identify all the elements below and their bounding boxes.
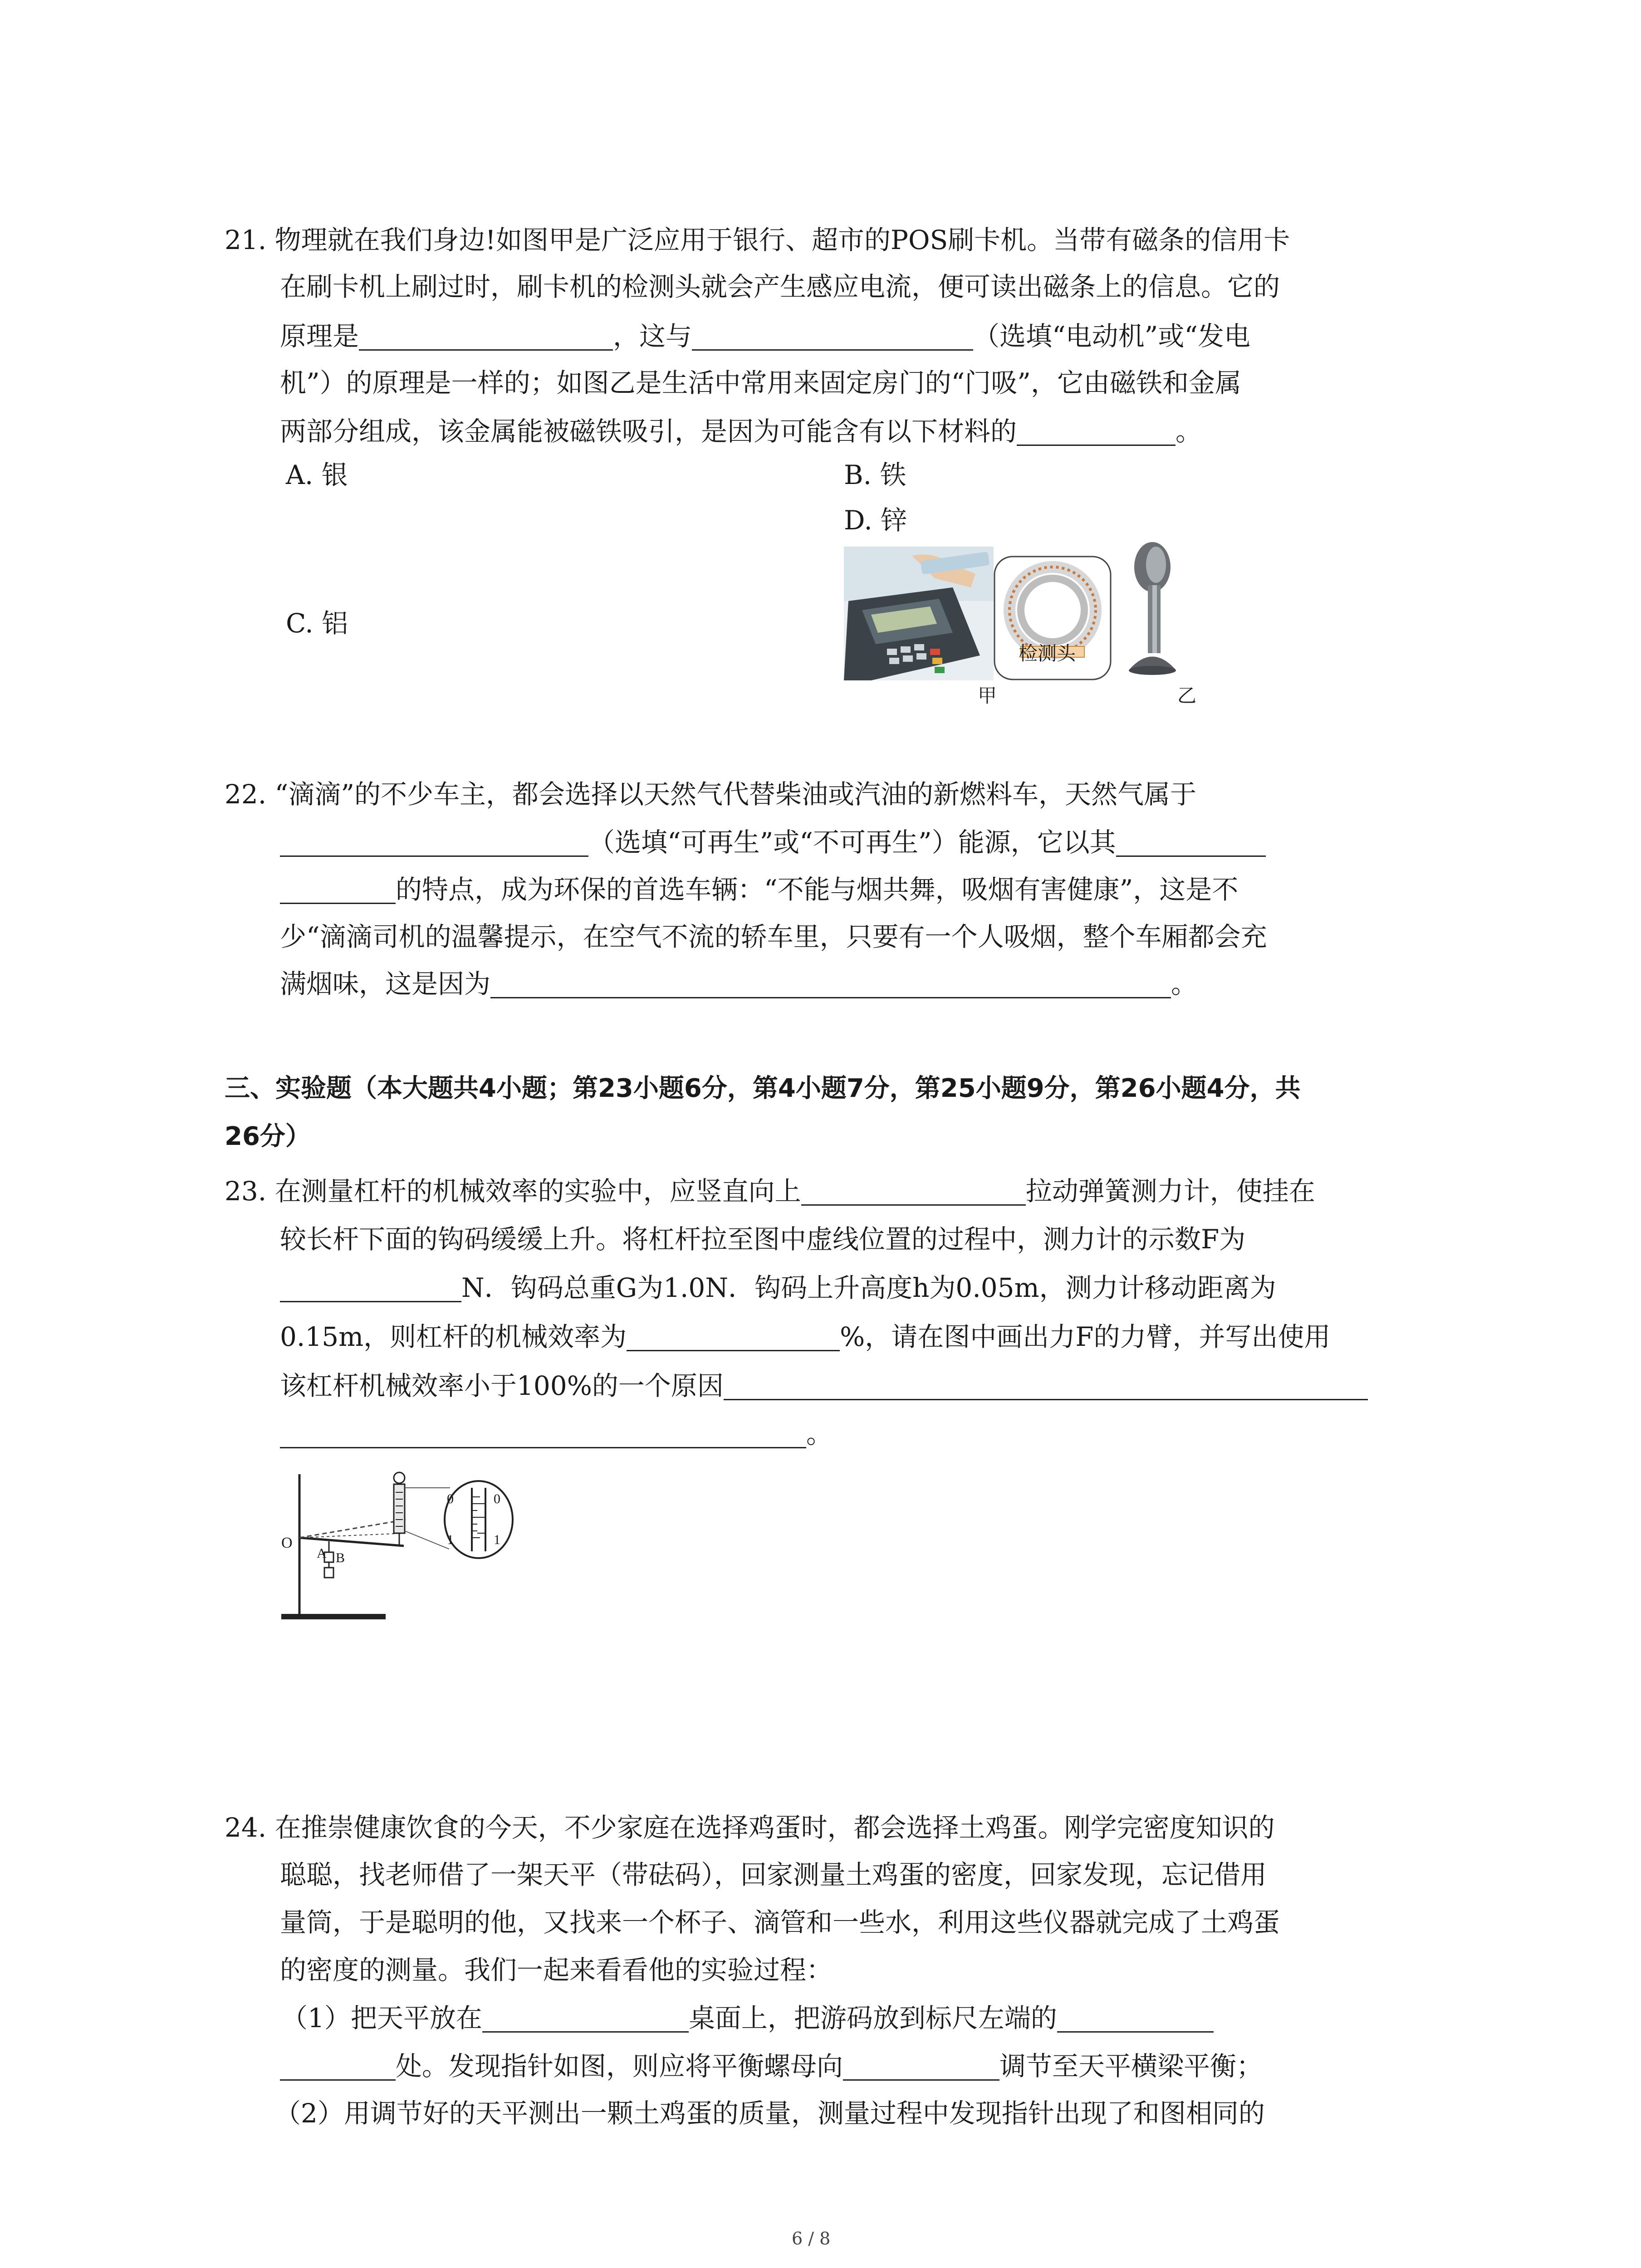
q21-blank-material[interactable] (1017, 418, 1176, 446)
q23-text-start: 23. 在测量杠杆的机械效率的实验中，应竖直向上 (225, 1176, 801, 1207)
q21-text-compare: ，这与 (613, 321, 692, 352)
q24-blank-zero-2[interactable] (280, 2053, 396, 2081)
q23-text-draw: %，请在图中画出力F的力臂，并写出使用 (840, 1321, 1331, 1352)
lever-label-b: B (336, 1550, 345, 1565)
q23-line-4 (280, 1321, 1331, 1352)
q23-line-5 (280, 1370, 1368, 1401)
section-3-heading-cont: 26分） (225, 1122, 311, 1151)
lever-label-o: O (281, 1535, 293, 1551)
detection-head-label: 检测头 (1019, 642, 1076, 665)
q23-line-3 (280, 1272, 1276, 1303)
q24-line-1: 24. 在推崇健康饮食的今天，不少家庭在选择鸡蛋时，都会选择土鸡蛋。刚学完密度知识的 (225, 1812, 1275, 1843)
q23-blank-force[interactable] (280, 1275, 461, 1302)
q21-line-2: 在刷卡机上刷过时，刷卡机的检测头就会产生感应电流，便可读出磁条上的信息。它的 (280, 271, 1280, 302)
q23-line-1 (225, 1178, 1315, 1206)
q24-step-1-rider: 桌面上，把游码放到标尺左端的 (688, 2003, 1057, 2033)
scale-label-0-right: 0 (494, 1491, 500, 1506)
q21-blank-machine[interactable] (692, 323, 973, 351)
scale-label-0-left: 0 (447, 1491, 454, 1506)
figure-label-yi: 乙 (1177, 684, 1197, 707)
lever-label-a: A (317, 1546, 327, 1561)
page-number: 6 / 8 (792, 2229, 831, 2248)
q21-text-principle: 原理是 (280, 321, 359, 352)
q23-blank-cause-1[interactable] (724, 1373, 1368, 1400)
q23-blank-efficiency[interactable] (627, 1324, 840, 1351)
q23-period: 。 (806, 1418, 833, 1449)
q22-blank-reason[interactable] (490, 971, 1171, 998)
q24-step-1-text: （1）把天平放在 (281, 2003, 482, 2033)
q23-text-data: N．钩码总重G为1.0N．钩码上升高度h为0.05m，测力计移动距离为 (461, 1272, 1276, 1303)
q23-line-6 (280, 1418, 833, 1449)
q22-line-2 (280, 829, 1266, 857)
q22-blank-feature-1[interactable] (1116, 829, 1266, 857)
q23-blank-cause-2[interactable] (280, 1421, 806, 1448)
q24-step-1-cont (280, 2053, 1263, 2081)
pos-machine-figure (844, 547, 994, 680)
q24-line-4: 的密度的测量。我们一起来看看他的实验过程： (280, 1955, 833, 1985)
q24-step-1-balance: 调节至天平横梁平衡； (999, 2051, 1263, 2082)
q23-text-efficiency: 0.15m，则杠杆的机械效率为 (280, 1321, 627, 1352)
q22-line-5 (280, 968, 1198, 999)
q24-blank-zero-1[interactable] (1057, 2005, 1214, 2033)
q24-blank-direction[interactable] (843, 2053, 999, 2081)
section-3-heading: 三、实验题（本大题共4小题；第23小题6分，第4小题7分，第25小题9分，第26小题4分，共 (225, 1074, 1301, 1103)
q21-period: 。 (1176, 416, 1202, 447)
q21-line-1: 21. 物理就在我们身边!如图甲是广泛应用于银行、超市的POS刷卡机。当带有磁条的信用卡 (225, 225, 1290, 255)
q24-blank-surface[interactable] (482, 2005, 689, 2033)
q22-period: 。 (1171, 968, 1198, 999)
q22-text-reason: 满烟味，这是因为 (280, 968, 491, 999)
q21-option-a[interactable]: A. 银 (286, 459, 348, 490)
q24-line-2: 聪聪，找老师借了一架天平（带砝码），回家测量土鸡蛋的密度，回家发现，忘记借用 (280, 1859, 1267, 1890)
q22-blank-feature-2[interactable] (280, 876, 396, 904)
q22-line-3 (280, 876, 1238, 904)
q22-line-1: 22. “滴滴”的不少车主，都会选择以天然气代替柴油或汽油的新燃料车，天然气属于 (225, 779, 1196, 810)
door-stopper-figure (1121, 540, 1180, 676)
q22-text-feature: 的特点，成为环保的首选车辆：“不能与烟共舞，吸烟有害健康”，这是不 (396, 874, 1239, 905)
scale-label-1-left: 1 (447, 1532, 454, 1547)
q21-line-5 (280, 418, 1202, 446)
figure-label-jia: 甲 (978, 684, 997, 707)
q21-line-3 (280, 323, 1250, 351)
q24-line-3: 量筒，于是聪明的他，又找来一个杯子、滴管和一些水，利用这些仪器就完成了土鸡蛋 (280, 1907, 1280, 1938)
scale-label-1-right: 1 (494, 1532, 500, 1547)
q21-option-b[interactable]: B. 铁 (844, 459, 906, 490)
q23-text-pull: 拉动弹簧测力计，使挂在 (1025, 1176, 1315, 1207)
q22-text-hint: （选填“可再生”或“不可再生”）能源，它以其 (588, 827, 1116, 858)
q21-option-d[interactable]: D. 锌 (844, 505, 907, 536)
q24-step-1 (281, 2005, 1214, 2033)
q23-blank-manner[interactable] (801, 1178, 1026, 1206)
q21-text-material: 两部分组成，该金属能被磁铁吸引，是因为可能含有以下材料的 (280, 416, 1017, 447)
q22-line-4: 少“滴滴司机的温馨提示，在空气不流的轿车里，只要有一个人吸烟，整个车厢都会充 (280, 921, 1267, 952)
q21-text-hint: （选填“电动机”或“发电 (973, 321, 1250, 352)
q23-line-2: 较长杆下面的钩码缓缓上升。将杠杆拉至图中虚线位置的过程中，测力计的示数F为 (280, 1224, 1246, 1255)
q21-blank-principle[interactable] (359, 323, 613, 351)
q21-option-c[interactable]: C. 铝 (286, 608, 348, 639)
q22-blank-energy[interactable] (280, 829, 588, 857)
q24-step-1-pointer: 处。发现指针如图，则应将平衡螺母向 (396, 2051, 843, 2082)
q23-text-cause: 该杠杆机械效率小于100%的一个原因 (280, 1370, 724, 1401)
q21-line-4: 机”）的原理是一样的；如图乙是生活中常用来固定房门的“门吸”，它由磁铁和金属 (280, 367, 1241, 398)
q24-step-2: （2）用调节好的天平测出一颗土鸡蛋的质量，测量过程中发现指针出现了和图相同的 (274, 2098, 1265, 2129)
